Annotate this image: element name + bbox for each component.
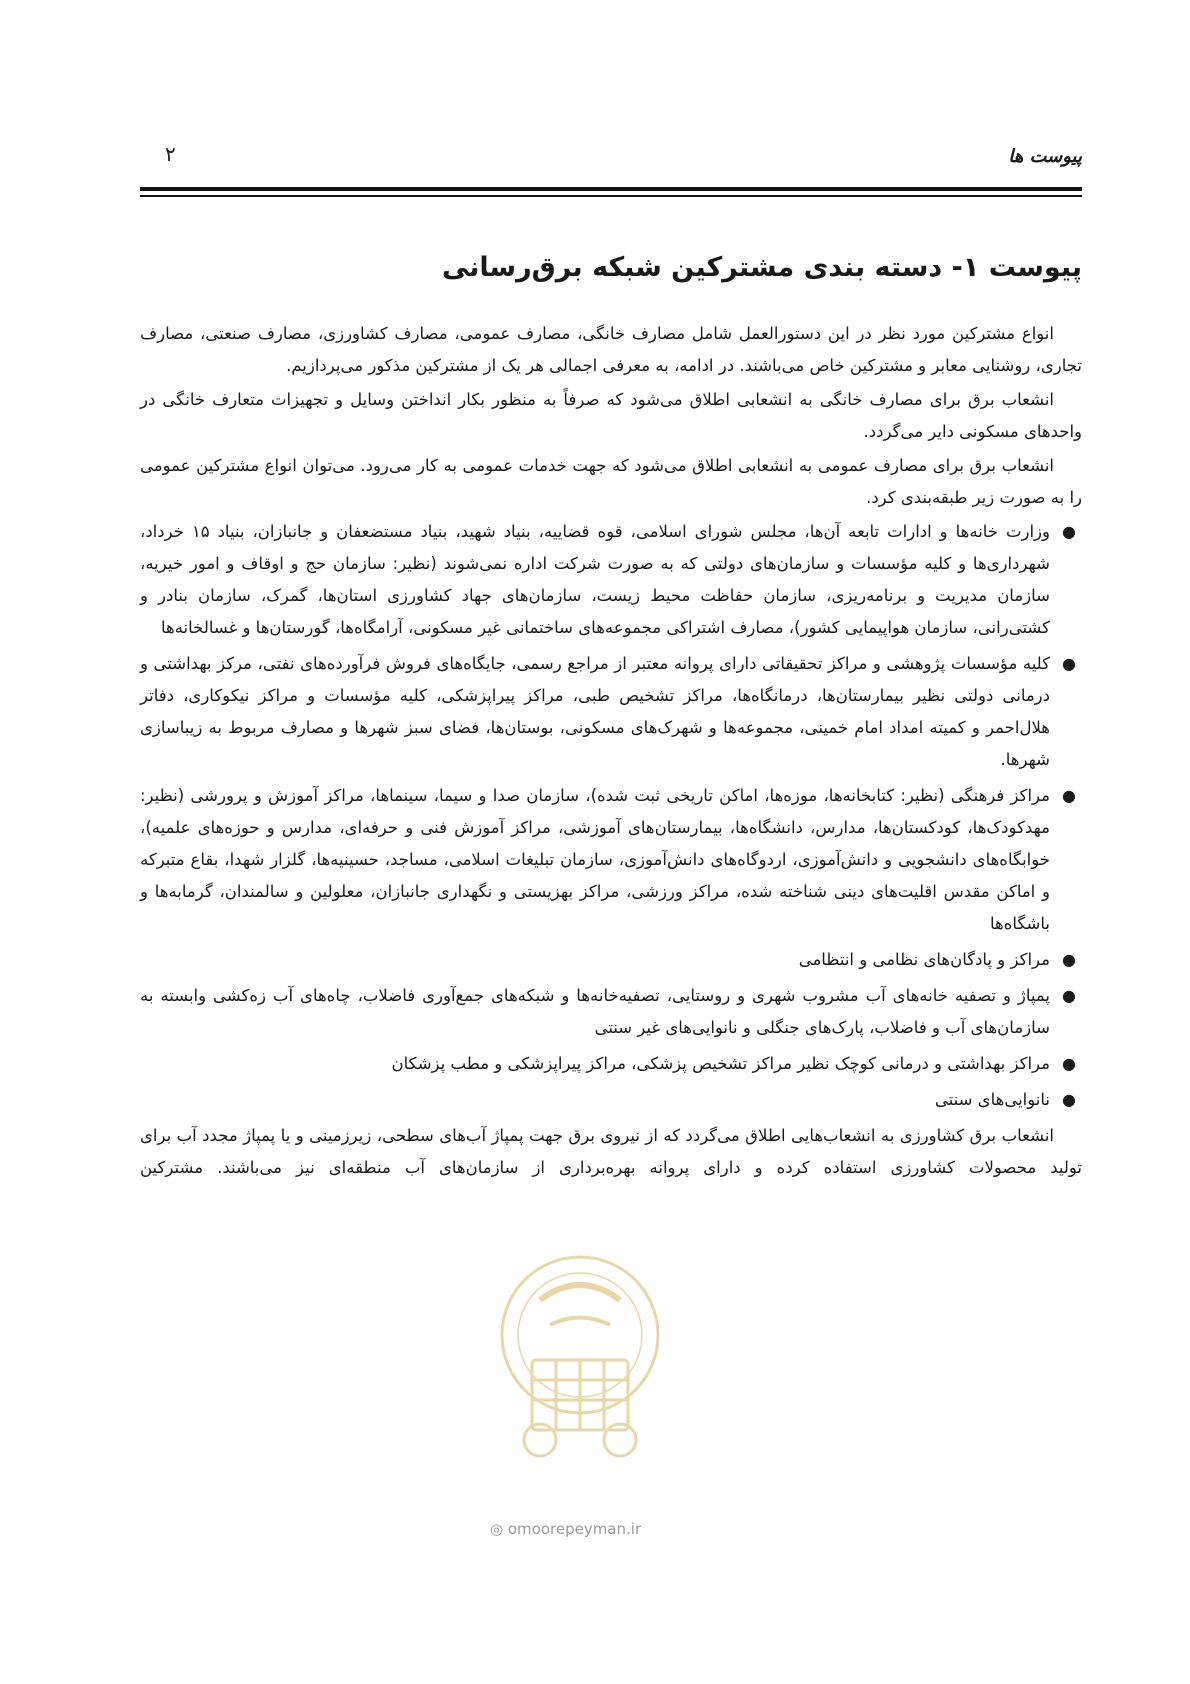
bullet-icon: ● [1062,1090,1076,1109]
list-item-text: پمپاژ و تصفیه خانه‌های آب مشروب شهری و روستایی، تصفیه‌خانه‌ها و شبکه‌های جمع‌آوری فاضلاب، چاه‌های آب زه‌کشی وابسته به سازمان‌های آب و فاضلاب، پارک‌های جنگلی و نانوایی‌های غیر سنتی [140,986,1050,1037]
running-title: پیوست ها [1008,146,1082,167]
bullet-icon: ● [1062,522,1076,541]
paragraph-public: انشعاب برق برای مصارف عمومی به انشعابی اطلاق می‌شود که جهت خدمات عمومی به کار می‌رود. می‌توان انواع مشترکین عمومی را به صورت زیر طبقه‌بندی کرد. [140,456,1082,507]
list-item [140,648,1082,776]
list-item [140,516,1082,644]
list-item [140,1084,1082,1116]
page-header [140,140,1082,180]
paragraph-residential: انشعاب برق برای مصارف خانگی به انشعابی اطلاق می‌شود که صرفاً به منظور بکار انداختن وسایل و تجهیزات متعارف خانگی در واحدهای مسکونی دایر می‌گردد. [140,390,1082,441]
page-number: ۲ [165,142,176,166]
list-item-text: وزارت خانه‌ها و ادارات تابعه آن‌ها، مجلس شورای اسلامی، قوه قضاییه، بنیاد شهید، بنیاد مستضعفان و جانبازان، بنیاد ۱۵ خرداد، شهرداری‌ها و کلیه مؤسسات و سازمان‌های دولتی که به صورت شرکت اداره نمی‌شوند (نظیر: سازمان حج و اوقاف و امور خیریه، سازمان مدیریت و برنامه‌ریزی، سازمان حفاظت محیط زیست، سازمان‌های جهاد کشاورزی استان‌ها، گمرک، سازمان بنادر و کشتی‌رانی، سازمان هواپیمایی کشور)، مصارف اشتراکی مجموعه‌های ساختمانی غیر مسکونی، آرامگاه‌ها، گورستان‌ها و غسالخانه‌ها [140,522,1050,637]
watermark-seal-icon [470,1240,690,1470]
list-item-text: نانوایی‌های سنتی [934,1090,1050,1109]
public-subscriber-list [140,516,1082,1116]
list-item [140,1048,1082,1080]
header-rule-thick [140,187,1082,191]
list-item-text: مراکز و پادگان‌های نظامی و انتظامی [798,950,1050,969]
list-item [140,980,1082,1044]
list-item [140,944,1082,976]
watermark-url: ◎ omoorepeyman.ir [490,1520,642,1538]
bullet-icon: ● [1062,986,1076,1005]
page-content [140,248,1082,1186]
watermark-url-text: omoorepeyman.ir [507,1520,642,1538]
paragraph-agricultural: انشعاب برق کشاورزی به انشعاب‌هایی اطلاق می‌گردد که از نیروی برق جهت پمپاژ آب‌های سطحی، زیرزمینی و یا پمپاژ مجدد آب برای تولید محصولات کشاورزی استفاده کرده و دارای پروانه بهره‌برداری از سازمان‌های آب منطقه‌ای نیز می‌باشند. مشترکین [140,1126,1082,1177]
list-item [140,780,1082,940]
paragraph-intro: انواع مشترکین مورد نظر در این دستورالعمل شامل مصارف خانگی، مصارف عمومی، مصارف کشاورزی، مصارف صنعتی، مصارف تجاری، روشنایی معابر و مشترکین خاص می‌باشند. در ادامه، به معرفی اجمالی هر یک از مشترکین مذکور می‌پردازیم. [140,324,1082,375]
section-title: پیوست ۱- دسته بندی مشترکین شبکه برق‌رسانی [441,252,1082,283]
list-item-text: مراکز فرهنگی (نظیر: کتابخانه‌ها، موزه‌ها، اماکن تاریخی ثبت شده)، سازمان صدا و سیما، سینماها، مراکز آموزش و پرورشی (نظیر: مهدکودک‌ها، کودکستان‌ها، مدارس، دانشگاه‌ها، بیمارستان‌های آموزشی، مراکز آموزش فنی و حرفه‌ای، مدارس و حوزه‌های علمیه)، خوابگاه‌های دانشجویی و دانش‌آموزی، اردوگاه‌های دانش‌آموزی، سازمان تبلیغات اسلامی، مساجد، حسینیه‌ها، گلزار شهدا، بقاع متبرکه و اماکن مقدس اقلیت‌های دینی شناخته شده، مراکز ورزشی، مراکز بهزیستی و نگهداری جانبازان، معلولین و سالمندان، گرمابه‌ها و باشگاه‌ها [140,786,1050,933]
bullet-icon: ● [1062,950,1076,969]
list-item-text: مراکز بهداشتی و درمانی کوچک نظیر مراکز تشخیص پزشکی، مراکز پیراپزشکی و مطب پزشکان [391,1054,1050,1073]
header-rule-thin [140,195,1082,197]
bullet-icon: ● [1062,1054,1076,1073]
bullet-icon: ● [1062,654,1076,673]
bullet-icon: ● [1062,786,1076,805]
list-item-text: کلیه مؤسسات پژوهشی و مراکز تحقیقاتی دارای پروانه معتبر از مراجع رسمی، جایگاه‌های فروش فرآورده‌های نفتی، مرکز بهداشتی و درمانی دولتی نظیر بیمارستان‌ها، درمانگاه‌ها، مراکز تشخیص طبی، مراکز پیراپزشکی، کلیه مؤسسات و مراکز نیکوکاری، دفاتر هلال‌احمر و کمیته امداد امام خمینی، مجموعه‌ها و شهرک‌های مسکونی، بوستان‌ها، فضای سبز شهرها و مصارف مربوط به زیباسازی شهرها. [140,654,1050,769]
